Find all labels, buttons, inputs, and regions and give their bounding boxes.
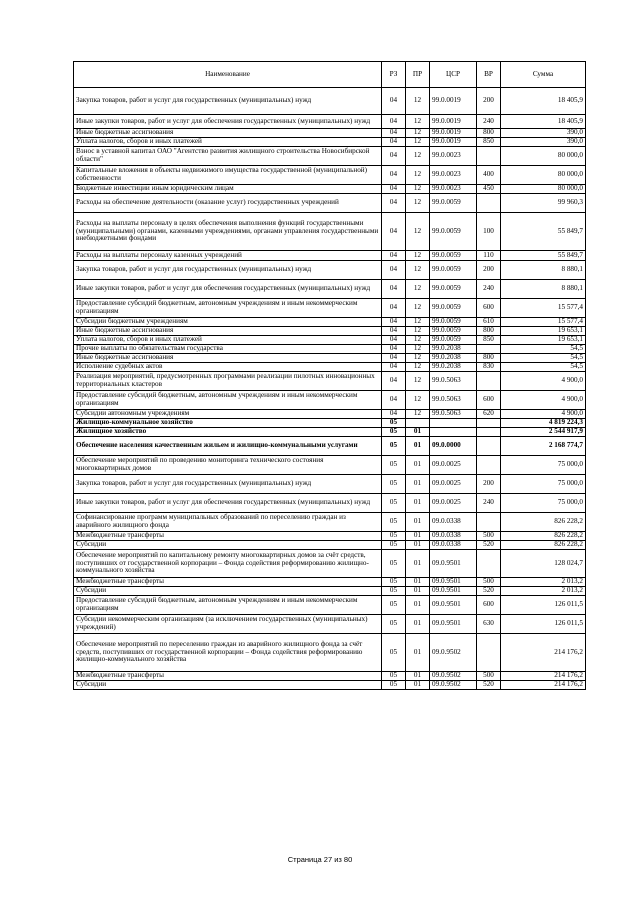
cell-name: Субсидии бюджетным учреждениям bbox=[74, 318, 382, 327]
cell-csr: 99.0.0023 bbox=[430, 166, 477, 185]
cell-csr: 99.0.0019 bbox=[430, 138, 477, 147]
cell-vr: 500 bbox=[477, 672, 501, 681]
cell-rz: 04 bbox=[382, 363, 406, 372]
cell-pr: 12 bbox=[406, 391, 430, 410]
cell-rz: 04 bbox=[382, 138, 406, 147]
cell-name: Обеспечение населения качественным жильем и жилищно-коммунальными услугами bbox=[74, 437, 382, 456]
cell-rz: 04 bbox=[382, 251, 406, 261]
cell-sum: 55 849,7 bbox=[501, 213, 586, 251]
table-row bbox=[74, 456, 586, 475]
cell-pr: 01 bbox=[406, 587, 430, 596]
header-vr: ВР bbox=[477, 62, 501, 88]
cell-vr: 240 bbox=[477, 494, 501, 513]
cell-name: Предоставление субсидий бюджетным, автономным учреждениям и иным некоммерческим организациям bbox=[74, 596, 382, 615]
cell-sum: 18 405,9 bbox=[501, 115, 586, 129]
cell-name: Закупка товаров, работ и услуг для государственных (муниципальных) нужд bbox=[74, 261, 382, 280]
table-row bbox=[74, 213, 586, 251]
cell-rz: 04 bbox=[382, 372, 406, 391]
cell-pr: 01 bbox=[406, 634, 430, 672]
cell-csr: 99.0.0059 bbox=[430, 251, 477, 261]
cell-rz: 05 bbox=[382, 672, 406, 681]
cell-csr: 99.0.0019 bbox=[430, 88, 477, 115]
table-row bbox=[74, 261, 586, 280]
table-row bbox=[74, 391, 586, 410]
table-row bbox=[74, 166, 586, 185]
cell-sum: 54,5 bbox=[501, 345, 586, 354]
cell-pr: 01 bbox=[406, 513, 430, 532]
cell-name: Капитальные вложения в объекты недвижимого имущества государственной (муниципальной) собственности bbox=[74, 166, 382, 185]
cell-sum: 8 880,1 bbox=[501, 280, 586, 299]
table-row bbox=[74, 541, 586, 550]
cell-rz: 04 bbox=[382, 354, 406, 363]
table-row bbox=[74, 251, 586, 261]
cell-vr: 800 bbox=[477, 129, 501, 138]
cell-pr: 12 bbox=[406, 213, 430, 251]
cell-pr: 12 bbox=[406, 354, 430, 363]
cell-rz: 04 bbox=[382, 194, 406, 213]
cell-name: Жилищно-коммунальное хозяйство bbox=[74, 419, 382, 428]
cell-rz: 04 bbox=[382, 213, 406, 251]
table-row bbox=[74, 475, 586, 494]
cell-csr bbox=[430, 419, 477, 428]
cell-pr: 01 bbox=[406, 532, 430, 541]
table-header bbox=[74, 62, 586, 88]
cell-sum: 126 011,5 bbox=[501, 615, 586, 634]
header-name: Наименование bbox=[74, 62, 382, 88]
cell-name: Бюджетные инвестиции иным юридическим лицам bbox=[74, 185, 382, 194]
cell-vr: 240 bbox=[477, 115, 501, 129]
cell-rz: 04 bbox=[382, 147, 406, 166]
cell-vr bbox=[477, 372, 501, 391]
cell-vr: 520 bbox=[477, 681, 501, 690]
cell-csr: 99.0.0023 bbox=[430, 147, 477, 166]
cell-name: Субсидии bbox=[74, 587, 382, 596]
cell-sum: 4 900,0 bbox=[501, 372, 586, 391]
cell-name: Иные бюджетные ассигнования bbox=[74, 129, 382, 138]
header-sum: Сумма bbox=[501, 62, 586, 88]
cell-pr: 12 bbox=[406, 372, 430, 391]
cell-rz: 05 bbox=[382, 541, 406, 550]
cell-vr: 850 bbox=[477, 138, 501, 147]
cell-rz: 04 bbox=[382, 166, 406, 185]
cell-vr: 800 bbox=[477, 354, 501, 363]
cell-vr: 500 bbox=[477, 532, 501, 541]
cell-csr: 99.0.2038 bbox=[430, 354, 477, 363]
cell-name: Реализация мероприятий, предусмотренных программами реализации пилотных инновационных территориальных кластеров bbox=[74, 372, 382, 391]
cell-csr: 09.0.9501 bbox=[430, 578, 477, 587]
cell-name: Иные закупки товаров, работ и услуг для обеспечения государственных (муниципальных) нужд bbox=[74, 115, 382, 129]
cell-sum: 390,0 bbox=[501, 138, 586, 147]
cell-csr: 99.0.0059 bbox=[430, 327, 477, 336]
cell-sum: 126 011,5 bbox=[501, 596, 586, 615]
cell-name: Иные закупки товаров, работ и услуг для обеспечения государственных (муниципальных) нужд bbox=[74, 280, 382, 299]
cell-pr: 12 bbox=[406, 336, 430, 345]
cell-csr: 99.0.5063 bbox=[430, 410, 477, 419]
cell-vr bbox=[477, 513, 501, 532]
cell-name: Исполнение судебных актов bbox=[74, 363, 382, 372]
table-row bbox=[74, 363, 586, 372]
cell-csr: 09.0.9501 bbox=[430, 615, 477, 634]
cell-rz: 04 bbox=[382, 318, 406, 327]
cell-rz: 05 bbox=[382, 532, 406, 541]
cell-csr: 09.0.0338 bbox=[430, 513, 477, 532]
cell-vr: 110 bbox=[477, 251, 501, 261]
cell-pr: 12 bbox=[406, 194, 430, 213]
cell-pr: 01 bbox=[406, 428, 430, 437]
cell-vr bbox=[477, 194, 501, 213]
cell-rz: 04 bbox=[382, 391, 406, 410]
cell-csr: 99.0.0059 bbox=[430, 194, 477, 213]
cell-vr: 450 bbox=[477, 185, 501, 194]
table-row bbox=[74, 437, 586, 456]
table-body bbox=[74, 88, 586, 690]
cell-vr: 850 bbox=[477, 336, 501, 345]
cell-name: Субсидии автономным учреждениям bbox=[74, 410, 382, 419]
cell-pr: 12 bbox=[406, 166, 430, 185]
cell-pr: 01 bbox=[406, 475, 430, 494]
cell-csr: 99.0.0019 bbox=[430, 115, 477, 129]
cell-pr: 12 bbox=[406, 251, 430, 261]
cell-csr: 99.0.5063 bbox=[430, 372, 477, 391]
cell-sum: 15 577,4 bbox=[501, 299, 586, 318]
cell-rz: 04 bbox=[382, 185, 406, 194]
cell-rz: 04 bbox=[382, 129, 406, 138]
cell-csr: 09.0.0338 bbox=[430, 541, 477, 550]
cell-sum: 128 024,7 bbox=[501, 550, 586, 578]
cell-vr: 600 bbox=[477, 391, 501, 410]
table-row bbox=[74, 194, 586, 213]
table-row bbox=[74, 428, 586, 437]
cell-pr: 01 bbox=[406, 672, 430, 681]
cell-name: Предоставление субсидий бюджетным, автономным учреждениям и иным некоммерческим организациям bbox=[74, 299, 382, 318]
table-row bbox=[74, 115, 586, 129]
cell-sum: 4 900,0 bbox=[501, 410, 586, 419]
cell-name: Уплата налогов, сборов и иных платежей bbox=[74, 336, 382, 345]
header-rz: РЗ bbox=[382, 62, 406, 88]
table-row bbox=[74, 138, 586, 147]
cell-rz: 04 bbox=[382, 299, 406, 318]
cell-vr: 200 bbox=[477, 88, 501, 115]
cell-sum: 75 000,0 bbox=[501, 456, 586, 475]
cell-rz: 05 bbox=[382, 615, 406, 634]
cell-sum: 2 544 917,9 bbox=[501, 428, 586, 437]
table-row bbox=[74, 532, 586, 541]
cell-name: Расходы на выплаты персоналу казенных учреждений bbox=[74, 251, 382, 261]
cell-pr: 01 bbox=[406, 681, 430, 690]
cell-csr: 99.0.2038 bbox=[430, 363, 477, 372]
cell-pr: 12 bbox=[406, 410, 430, 419]
cell-pr: 01 bbox=[406, 596, 430, 615]
cell-csr: 09.0.9502 bbox=[430, 672, 477, 681]
cell-vr: 200 bbox=[477, 261, 501, 280]
cell-name: Предоставление субсидий бюджетным, автономным учреждениям и иным некоммерческим организациям bbox=[74, 391, 382, 410]
cell-rz: 05 bbox=[382, 437, 406, 456]
cell-name: Взнос в уставной капитал ОАО "Агентство развития жилищного строительства Новосибирской области" bbox=[74, 147, 382, 166]
cell-pr: 01 bbox=[406, 494, 430, 513]
cell-rz: 04 bbox=[382, 280, 406, 299]
cell-pr: 12 bbox=[406, 318, 430, 327]
cell-name: Обеспечение мероприятий по проведению мониторинга технического состояния многоквартирных домов bbox=[74, 456, 382, 475]
cell-vr: 620 bbox=[477, 410, 501, 419]
cell-name: Расходы на выплаты персоналу в целях обеспечения выполнения функций государственными (муниципальными) органами, казенными учреждениями, органами управления государственными внебюджетными фондами bbox=[74, 213, 382, 251]
cell-csr: 99.0.0059 bbox=[430, 336, 477, 345]
cell-rz: 05 bbox=[382, 634, 406, 672]
cell-rz: 04 bbox=[382, 345, 406, 354]
cell-sum: 99 960,3 bbox=[501, 194, 586, 213]
cell-pr: 12 bbox=[406, 185, 430, 194]
cell-sum: 75 000,0 bbox=[501, 494, 586, 513]
cell-name: Обеспечение мероприятий по капитальному ремонту многоквартирных домов за счёт средств, поступивших от государственной корпорации – Фонда содействия реформированию жилищно-коммунального хозяйства bbox=[74, 550, 382, 578]
cell-vr: 630 bbox=[477, 615, 501, 634]
cell-csr: 99.0.0059 bbox=[430, 280, 477, 299]
cell-vr: 500 bbox=[477, 578, 501, 587]
table-row bbox=[74, 681, 586, 690]
cell-sum: 54,5 bbox=[501, 363, 586, 372]
table-row bbox=[74, 147, 586, 166]
table-row bbox=[74, 88, 586, 115]
cell-pr: 01 bbox=[406, 550, 430, 578]
cell-sum: 18 405,9 bbox=[501, 88, 586, 115]
cell-pr: 12 bbox=[406, 345, 430, 354]
cell-csr: 09.0.0025 bbox=[430, 475, 477, 494]
page-number: Страница 27 из 80 bbox=[287, 855, 353, 864]
cell-rz: 05 bbox=[382, 681, 406, 690]
cell-pr: 12 bbox=[406, 280, 430, 299]
cell-name: Межбюджетные трансферты bbox=[74, 672, 382, 681]
cell-name: Межбюджетные трансферты bbox=[74, 578, 382, 587]
cell-name: Субсидии некоммерческим организациям (за исключением государственных (муниципальных) учреждений) bbox=[74, 615, 382, 634]
cell-vr bbox=[477, 456, 501, 475]
cell-rz: 04 bbox=[382, 115, 406, 129]
cell-rz: 05 bbox=[382, 550, 406, 578]
cell-csr: 09.0.0000 bbox=[430, 437, 477, 456]
cell-rz: 05 bbox=[382, 475, 406, 494]
cell-rz: 05 bbox=[382, 513, 406, 532]
cell-csr: 09.0.0338 bbox=[430, 532, 477, 541]
table-row bbox=[74, 419, 586, 428]
cell-name: Закупка товаров, работ и услуг для государственных (муниципальных) нужд bbox=[74, 88, 382, 115]
cell-sum: 826 228,2 bbox=[501, 532, 586, 541]
cell-sum: 2 013,2 bbox=[501, 578, 586, 587]
cell-pr: 01 bbox=[406, 615, 430, 634]
cell-vr: 830 bbox=[477, 363, 501, 372]
cell-rz: 05 bbox=[382, 596, 406, 615]
table-row bbox=[74, 372, 586, 391]
cell-vr bbox=[477, 147, 501, 166]
cell-rz: 05 bbox=[382, 494, 406, 513]
table-row bbox=[74, 299, 586, 318]
table-row bbox=[74, 578, 586, 587]
cell-sum: 214 176,2 bbox=[501, 634, 586, 672]
cell-vr bbox=[477, 428, 501, 437]
cell-rz: 05 bbox=[382, 428, 406, 437]
cell-sum: 826 228,2 bbox=[501, 541, 586, 550]
cell-vr bbox=[477, 634, 501, 672]
cell-csr: 99.0.0019 bbox=[430, 129, 477, 138]
cell-pr: 12 bbox=[406, 327, 430, 336]
cell-csr: 09.0.0025 bbox=[430, 456, 477, 475]
cell-name: Софинансирование программ муниципальных образований по переселению граждан из аварийного жилищного фонда bbox=[74, 513, 382, 532]
cell-rz: 04 bbox=[382, 336, 406, 345]
cell-sum: 4 819 224,3 bbox=[501, 419, 586, 428]
cell-vr: 600 bbox=[477, 596, 501, 615]
cell-sum: 4 900,0 bbox=[501, 391, 586, 410]
cell-vr: 100 bbox=[477, 213, 501, 251]
budget-table bbox=[73, 61, 586, 690]
cell-sum: 8 880,1 bbox=[501, 261, 586, 280]
cell-vr bbox=[477, 550, 501, 578]
cell-rz: 05 bbox=[382, 456, 406, 475]
cell-name: Иные закупки товаров, работ и услуг для обеспечения государственных (муниципальных) нужд bbox=[74, 494, 382, 513]
table-row bbox=[74, 587, 586, 596]
table-row bbox=[74, 615, 586, 634]
cell-pr: 01 bbox=[406, 456, 430, 475]
cell-name: Иные бюджетные ассигнования bbox=[74, 327, 382, 336]
cell-name: Субсидии bbox=[74, 681, 382, 690]
table-row bbox=[74, 596, 586, 615]
cell-vr: 400 bbox=[477, 166, 501, 185]
cell-sum: 55 849,7 bbox=[501, 251, 586, 261]
cell-sum: 80 000,0 bbox=[501, 147, 586, 166]
cell-vr bbox=[477, 419, 501, 428]
cell-vr: 240 bbox=[477, 280, 501, 299]
table-row bbox=[74, 550, 586, 578]
table-row bbox=[74, 185, 586, 194]
cell-csr: 99.0.0059 bbox=[430, 213, 477, 251]
cell-csr: 09.0.9501 bbox=[430, 550, 477, 578]
cell-sum: 15 577,4 bbox=[501, 318, 586, 327]
cell-rz: 05 bbox=[382, 419, 406, 428]
cell-pr: 12 bbox=[406, 261, 430, 280]
cell-name: Жилищное хозяйство bbox=[74, 428, 382, 437]
cell-pr: 01 bbox=[406, 541, 430, 550]
cell-vr: 610 bbox=[477, 318, 501, 327]
cell-sum: 390,0 bbox=[501, 129, 586, 138]
table-row bbox=[74, 634, 586, 672]
cell-pr: 12 bbox=[406, 299, 430, 318]
cell-csr: 09.0.9501 bbox=[430, 596, 477, 615]
cell-name: Иные бюджетные ассигнования bbox=[74, 354, 382, 363]
cell-vr: 520 bbox=[477, 587, 501, 596]
cell-sum: 80 000,0 bbox=[501, 166, 586, 185]
cell-csr: 99.0.0059 bbox=[430, 261, 477, 280]
cell-csr bbox=[430, 428, 477, 437]
cell-rz: 04 bbox=[382, 261, 406, 280]
cell-sum: 826 228,2 bbox=[501, 513, 586, 532]
cell-csr: 99.0.0023 bbox=[430, 185, 477, 194]
cell-vr: 600 bbox=[477, 299, 501, 318]
cell-csr: 09.0.9501 bbox=[430, 587, 477, 596]
cell-vr: 200 bbox=[477, 475, 501, 494]
cell-csr: 99.0.0059 bbox=[430, 299, 477, 318]
cell-sum: 19 653,1 bbox=[501, 336, 586, 345]
cell-pr: 01 bbox=[406, 437, 430, 456]
cell-vr: 800 bbox=[477, 327, 501, 336]
cell-sum: 214 176,2 bbox=[501, 672, 586, 681]
cell-pr: 12 bbox=[406, 115, 430, 129]
cell-csr: 09.0.0025 bbox=[430, 494, 477, 513]
cell-name: Закупка товаров, работ и услуг для государственных (муниципальных) нужд bbox=[74, 475, 382, 494]
table-row bbox=[74, 280, 586, 299]
cell-name: Субсидии bbox=[74, 541, 382, 550]
cell-sum: 214 176,2 bbox=[501, 681, 586, 690]
cell-rz: 04 bbox=[382, 88, 406, 115]
header-row bbox=[74, 62, 586, 88]
cell-csr: 09.0.9502 bbox=[430, 681, 477, 690]
table-row bbox=[74, 494, 586, 513]
cell-vr: 520 bbox=[477, 541, 501, 550]
header-csr: ЦСР bbox=[430, 62, 477, 88]
cell-pr: 12 bbox=[406, 129, 430, 138]
cell-rz: 05 bbox=[382, 578, 406, 587]
cell-sum: 80 000,0 bbox=[501, 185, 586, 194]
cell-pr: 12 bbox=[406, 147, 430, 166]
cell-vr bbox=[477, 437, 501, 456]
cell-pr: 12 bbox=[406, 363, 430, 372]
cell-name: Обеспечение мероприятий по переселению граждан из аварийного жилищного фонда за счёт средств, поступивших от государственной корпорации – Фонда содействия реформированию жилищно-коммунального хозяйства bbox=[74, 634, 382, 672]
cell-rz: 04 bbox=[382, 410, 406, 419]
cell-pr: 12 bbox=[406, 138, 430, 147]
cell-sum: 2 013,2 bbox=[501, 587, 586, 596]
table-row bbox=[74, 513, 586, 532]
cell-name: Уплата налогов, сборов и иных платежей bbox=[74, 138, 382, 147]
cell-rz: 04 bbox=[382, 327, 406, 336]
cell-csr: 99.0.0059 bbox=[430, 318, 477, 327]
table-row bbox=[74, 672, 586, 681]
cell-csr: 99.0.5063 bbox=[430, 391, 477, 410]
cell-csr: 99.0.2038 bbox=[430, 345, 477, 354]
cell-sum: 19 653,1 bbox=[501, 327, 586, 336]
cell-name: Расходы на обеспечение деятельности (оказание услуг) государственных учреждений bbox=[74, 194, 382, 213]
cell-sum: 2 168 774,7 bbox=[501, 437, 586, 456]
cell-sum: 75 000,0 bbox=[501, 475, 586, 494]
cell-pr: 01 bbox=[406, 578, 430, 587]
cell-name: Прочие выплаты по обязательствам государства bbox=[74, 345, 382, 354]
cell-name: Межбюджетные трансферты bbox=[74, 532, 382, 541]
cell-rz: 05 bbox=[382, 587, 406, 596]
cell-sum: 54,5 bbox=[501, 354, 586, 363]
header-pr: ПР bbox=[406, 62, 430, 88]
cell-pr: 12 bbox=[406, 88, 430, 115]
cell-csr: 09.0.9502 bbox=[430, 634, 477, 672]
